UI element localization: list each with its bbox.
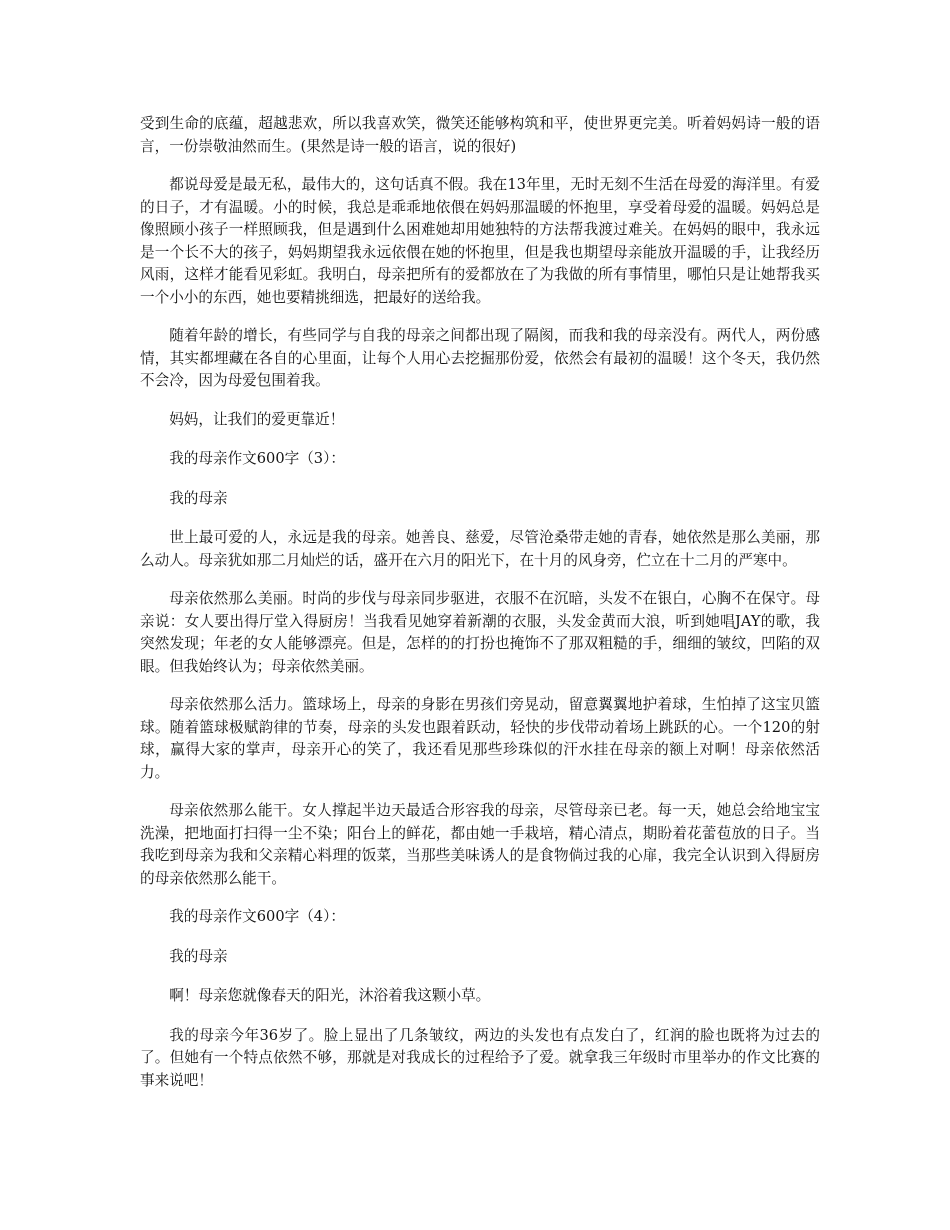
paragraph: 妈妈，让我们的爱更靠近！: [169, 410, 345, 428]
paragraph: 随着年龄的增长，有些同学与自我的母亲之间都出现了隔阂，而我和我的母亲没有。两代人，两份感情，其实都埋藏在各自的心里面，让每个人用心去挖掘那份爱，依然会有最初的温暖！这个冬天，我仍然不会冷，因为母爱包围着我。: [140, 327, 820, 389]
section-heading: 我的母亲作文600字（4）：: [169, 908, 345, 925]
section-heading: 我的母亲作文600字（3）：: [169, 450, 345, 467]
paragraph: 世上最可爱的人，永远是我的母亲。她善良、慈爱，尽管沧桑带走她的青春，她依然是那么美丽，那么动人。母亲犹如那二月灿烂的话，盛开在六月的阳光下，在十月的风身旁，伫立在十二月的严寒中。: [140, 529, 820, 569]
paragraph: 啊！母亲您就像春天的阳光，沐浴着我这颗小草。: [169, 987, 491, 1004]
document-body: [140, 113, 820, 1108]
essay-title: 我的母亲: [169, 947, 228, 965]
paragraph: 都说母爱是最无私，最伟大的，这句话真不假。我在13年里，无时无刻不生活在母爱的海洋里。有爱的日子，才有温暖。小的时候，我总是乖乖地依偎在妈妈那温暖的怀抱里，享受着母爱的温暖。妈妈总是像照顾小孩子一样照顾我，但是遇到什么困难她却用她独特的方法帮我渡过难关。在妈妈的眼中，我永远是一个长不大的孩子，妈妈期望我永远依偎在她的怀抱里，但是我也期望母亲能放开温暖的手，让我经历风雨，这样才能看见彩虹。我明白，母亲把所有的爱都放在了为我做的所有事情里，哪怕只是让她帮我买一个小小的东西，她也要精挑细选，把最好的送给我。: [140, 176, 820, 306]
paragraph: 母亲依然那么能干。女人撑起半边天最适合形容我的母亲，尽管母亲已老。每一天，她总会给地宝宝洗澡，把地面打扫得一尘不染；阳台上的鲜花，都由她一手栽培，精心清点，期盼着花蕾苞放的日子。当我吃到母亲为我和父亲精心料理的饭菜，当那些美味诱人的是食物倘过我的心扉，我完全认识到入得厨房的母亲依然那么能干。: [140, 802, 820, 887]
paragraph: 我的母亲今年36岁了。脸上显出了几条皱纹，两边的头发也有点发白了，红润的脸也既将为过去的了。但她有一个特点依然不够，那就是对我成长的过程给予了爱。就拿我三年级时市里举办的作文比赛的事来说吧！: [140, 1026, 820, 1089]
paragraph: 母亲依然那么美丽。时尚的步伐与母亲同步驱进，衣服不在沉暗，头发不在银白，心胸不在保守。母亲说：女人要出得厅堂入得厨房！当我看见她穿着新潮的衣服，头发金黄而大浪，听到她唱JAY的歌，我突然发现；年老的女人能够漂亮。但是，怎样的的打扮也掩饰不了那双粗糙的手，细细的皱纹，凹陷的双眼。但我始终认为；母亲依然美丽。: [140, 590, 820, 675]
paragraph: 受到生命的底蕴，超越悲欢，所以我喜欢笑，微笑还能够构筑和平，使世界更完美。听着妈妈诗一般的语言，一份崇敬油然而生。(果然是诗一般的语言，说的很好): [140, 115, 820, 155]
essay-title: 我的母亲: [169, 489, 228, 507]
paragraph: 母亲依然那么活力。篮球场上，母亲的身影在男孩们旁晃动，留意翼翼地护着球，生怕掉了这宝贝篮球。随着篮球极赋韵律的节奏，母亲的头发也跟着跃动，轻快的步伐带动着场上跳跃的心。一个120的射球，赢得大家的掌声，母亲开心的笑了，我还看见那些珍珠似的汗水挂在母亲的额上对啊！母亲依然活力。: [140, 696, 820, 781]
